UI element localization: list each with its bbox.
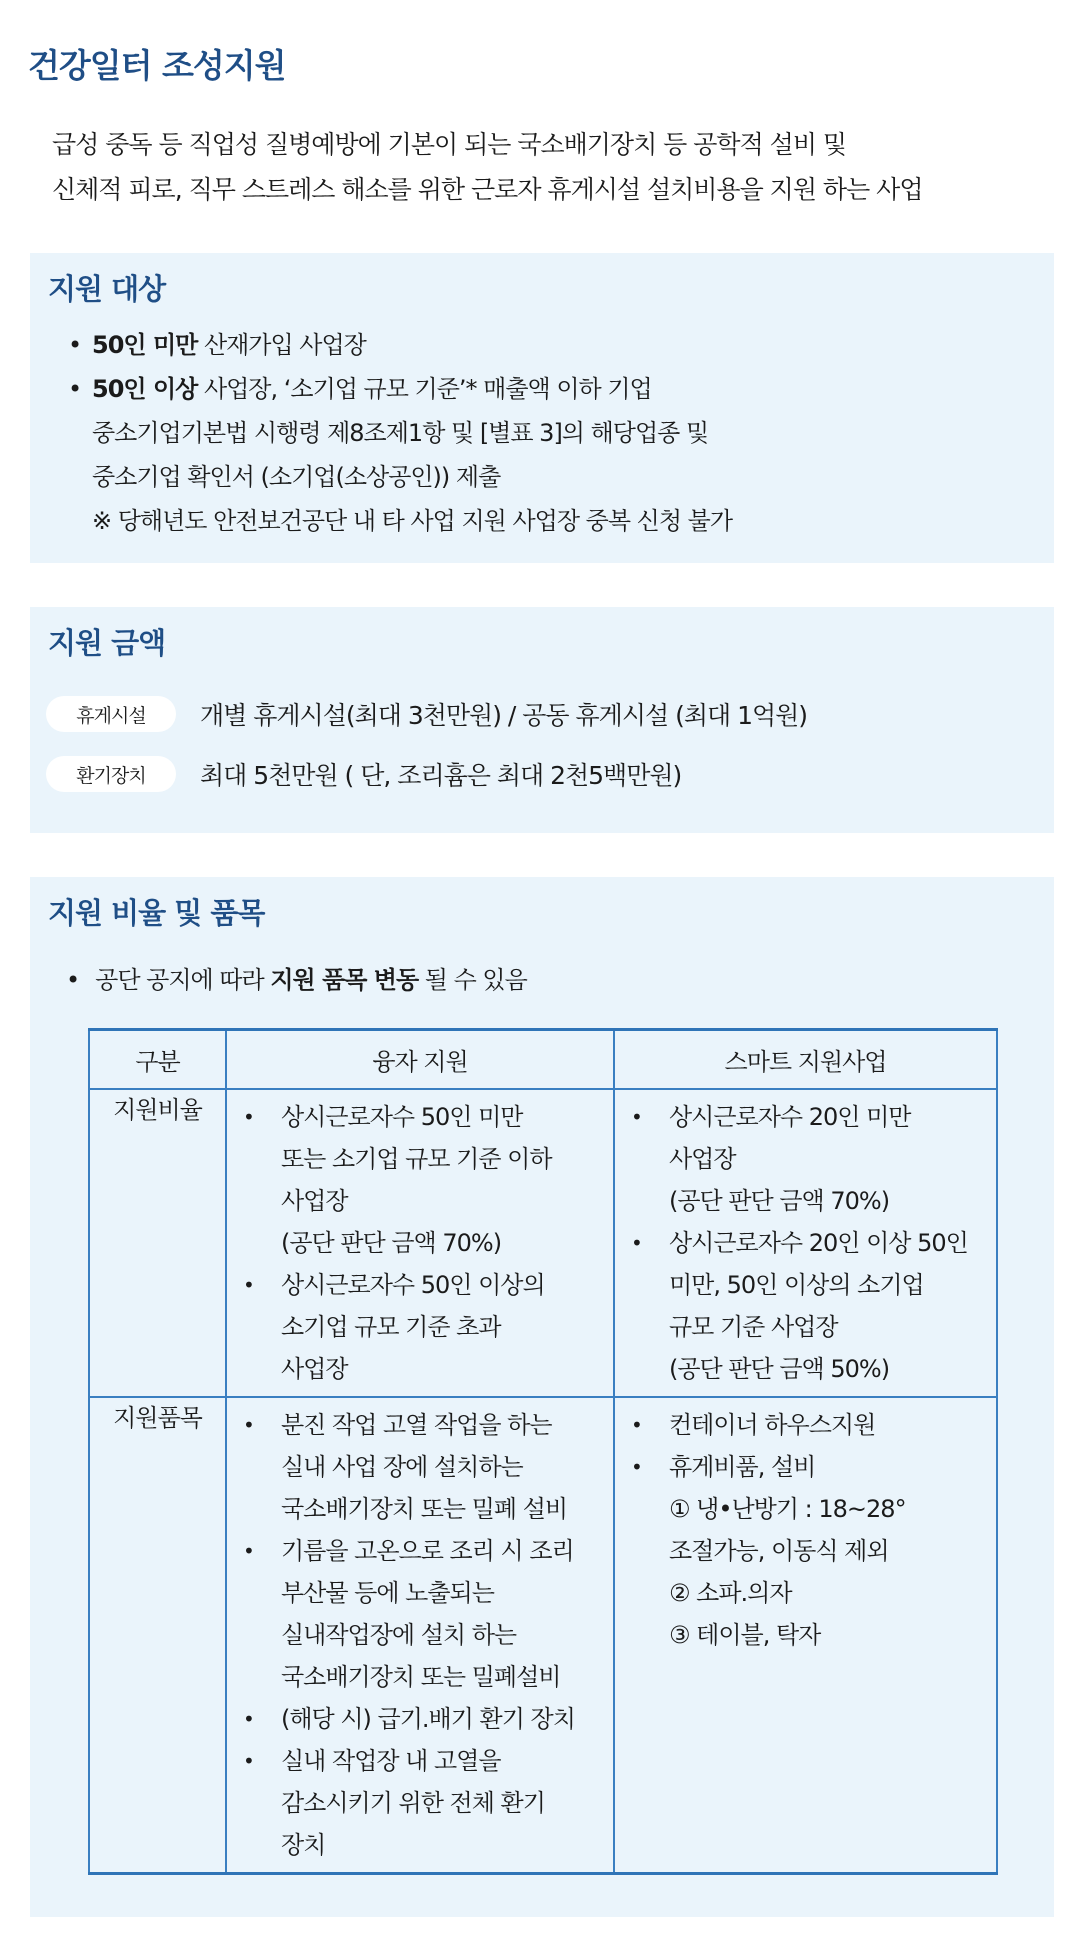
cell-line: 또는 소기업 규모 기준 이하 — [281, 1144, 552, 1173]
cell-line: 국소배기장치 또는 밀폐설비 — [281, 1662, 561, 1691]
cell-line: • 실내 작업장 내 고열을 — [243, 1740, 605, 1782]
cell-line: 조절가능, 이동식 제외 — [669, 1536, 889, 1565]
cell-line: • 상시근로자수 50인 미만 — [243, 1096, 605, 1138]
support-table — [88, 1028, 998, 1875]
cell-line: (공단 판단 금액 70%) — [669, 1186, 890, 1215]
list-item-continuation: 중소기업기본법 시행령 제8조제1항 및 [별표 3]의 해당업종 및 — [92, 419, 709, 447]
bold-text: 50인 이상 — [92, 375, 198, 403]
ratio-note — [66, 960, 527, 995]
category-pill: 환기장치 — [46, 756, 176, 792]
table-cell — [614, 1089, 997, 1397]
cell-line: 장치 — [281, 1830, 326, 1859]
amount-row — [46, 756, 681, 792]
amount-text: 최대 5천만원 ( 단, 조리흄은 최대 2천5백만원) — [200, 761, 682, 790]
cell-line: 사업장 — [669, 1144, 736, 1173]
cell-list — [631, 1404, 988, 1656]
intro-line: 신체적 피로, 직무 스트레스 해소를 위한 근로자 휴게시설 설치비용을 지원 하는 사업 — [52, 175, 923, 204]
cell-line: 국소배기장치 또는 밀폐 설비 — [281, 1494, 568, 1523]
cell-line: 소기업 규모 기준 초과 — [281, 1312, 501, 1341]
note-text: 공단 공지에 따라 — [95, 966, 271, 994]
cell-line: • 상시근로자수 20인 이상 50인 — [631, 1222, 988, 1264]
table-header: 구분 — [89, 1030, 226, 1089]
list-item — [68, 367, 732, 411]
cell-line: ① 냉•난방기 : 18~28° — [669, 1494, 906, 1523]
cell-line: 규모 기준 사업장 — [669, 1312, 838, 1341]
cell-line: (공단 판단 금액 50%) — [669, 1354, 890, 1383]
target-section-title: 지원 대상 — [48, 272, 166, 306]
cell-line: 부산물 등에 노출되는 — [281, 1578, 494, 1607]
cell-line: ③ 테이블, 탁자 — [669, 1620, 821, 1649]
page-title: 건강일터 조성지원 — [28, 46, 286, 85]
cell-list — [243, 1096, 605, 1390]
target-section — [30, 253, 1054, 563]
cell-list — [631, 1096, 988, 1390]
cell-line: ② 소파.의자 — [669, 1578, 792, 1607]
cell-line: • 상시근로자수 50인 이상의 — [243, 1264, 605, 1306]
cell-line: • (해당 시) 급기.배기 환기 장치 — [243, 1698, 605, 1740]
note-text: 될 수 있음 — [418, 966, 527, 994]
cell-line: • 상시근로자수 20인 미만 — [631, 1096, 988, 1138]
target-list — [68, 323, 732, 543]
table-row — [89, 1089, 997, 1397]
cell-line: 미만, 50인 이상의 소기업 — [669, 1270, 924, 1299]
cell-line: • 컨테이너 하우스지원 — [631, 1404, 988, 1446]
row-label: 지원품목 — [89, 1397, 226, 1874]
cell-line: (공단 판단 금액 70%) — [281, 1228, 502, 1257]
amount-section-title: 지원 금액 — [48, 626, 166, 660]
table-header: 스마트 지원사업 — [614, 1030, 997, 1089]
table-cell — [614, 1397, 997, 1874]
table-header: 융자 지원 — [226, 1030, 614, 1089]
item-text: 산재가입 사업장 — [197, 331, 366, 359]
row-label: 지원비율 — [89, 1089, 226, 1397]
cell-line: • 기름을 고온으로 조리 시 조리 — [243, 1530, 605, 1572]
cell-line: 실내작업장에 설치 하는 — [281, 1620, 517, 1649]
bold-text: 지원 품목 변동 — [270, 966, 419, 994]
cell-line: • 분진 작업 고열 작업을 하는 — [243, 1404, 605, 1446]
cell-line: 사업장 — [281, 1186, 348, 1215]
list-item — [68, 323, 732, 367]
table-row — [89, 1397, 997, 1874]
cell-list — [243, 1404, 605, 1866]
item-text: 사업장, ‘소기업 규모 기준’* 매출액 이하 기업 — [197, 375, 652, 403]
cell-line: 사업장 — [281, 1354, 348, 1383]
notice-text: ※ 당해년도 안전보건공단 내 타 사업 지원 사업장 중복 신청 불가 — [92, 507, 732, 535]
bullet: • — [66, 966, 80, 994]
amount-text: 개별 휴게시설(최대 3천만원) / 공동 휴게시설 (최대 1억원) — [200, 701, 808, 730]
category-pill: 휴게시설 — [46, 696, 176, 732]
table-header-row — [89, 1030, 997, 1089]
table-cell — [226, 1089, 614, 1397]
cell-line: 감소시키기 위한 전체 환기 — [281, 1788, 545, 1817]
ratio-section-title: 지원 비율 및 품목 — [48, 896, 265, 930]
table-cell — [226, 1397, 614, 1874]
intro-line: 급성 중독 등 직업성 질병예방에 기본이 되는 국소배기장치 등 공학적 설비 및 — [52, 130, 847, 159]
intro-text — [52, 122, 1052, 212]
amount-row — [46, 696, 807, 732]
cell-line: • 휴게비품, 설비 — [631, 1446, 988, 1488]
bold-text: 50인 미만 — [92, 331, 198, 359]
cell-line: 실내 사업 장에 설치하는 — [281, 1452, 523, 1481]
list-item-continuation: 중소기업 확인서 (소기업(소상공인)) 제출 — [92, 463, 501, 491]
